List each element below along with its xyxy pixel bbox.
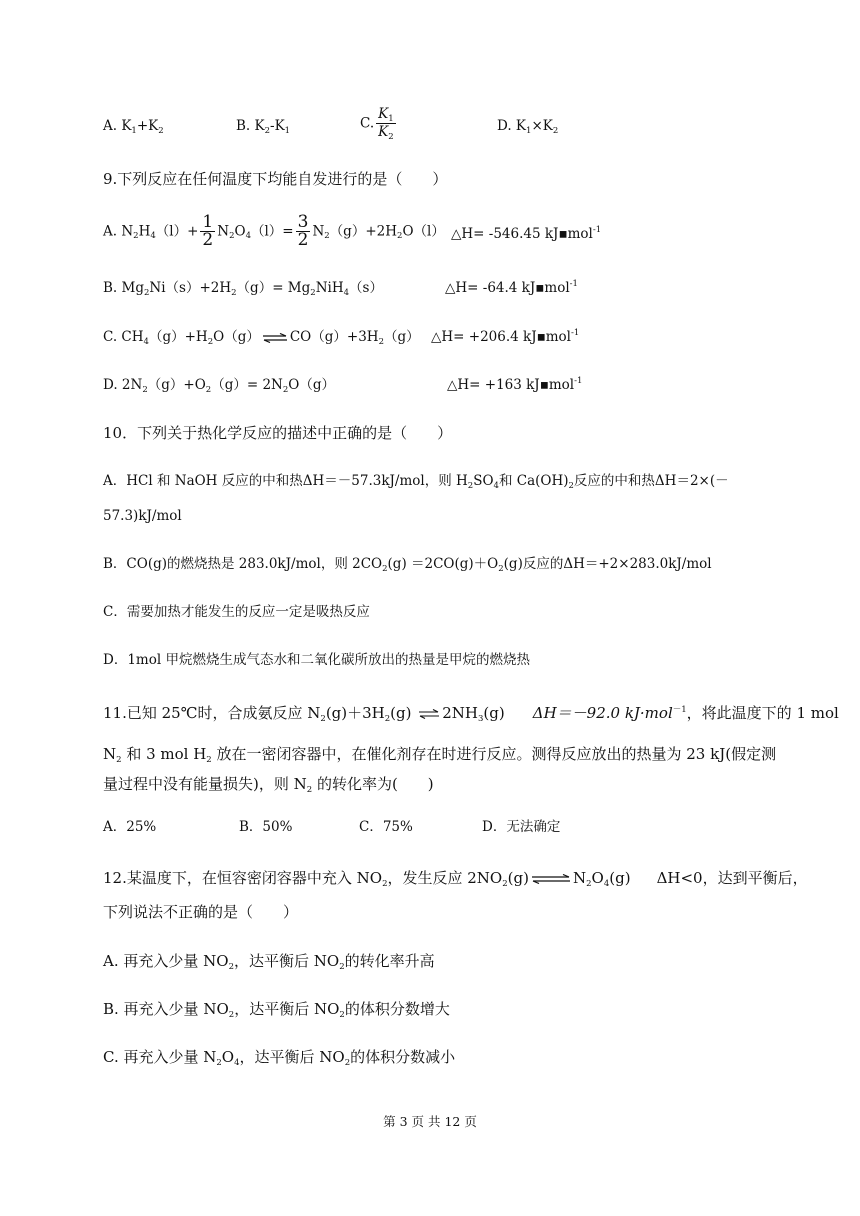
- q10-stem: 10．下列关于热化学反应的描述中正确的是（ ）: [103, 424, 453, 442]
- q11-option-c: C．75%: [359, 819, 413, 835]
- q9-d-enthalpy: △H= +163 kJ▪mol$^{-1}$: [447, 376, 583, 393]
- q12-line-2: 下列说法不正确的是（ ）: [103, 903, 299, 921]
- q10-option-a-cont: 57.3)kJ/mol: [103, 508, 182, 524]
- q10-option-c: C．需要加热才能发生的反应一定是吸热反应: [103, 604, 370, 620]
- q10-option-b: B．CO(g)的燃烧热是 283.0kJ/mol，则 $2CO_2(g) =2CO(g)+O_2(g)$反应的ΔH＝+2×283.0kJ/mol: [103, 556, 712, 574]
- page-footer: 第 3 页 共 12 页: [383, 1114, 477, 1129]
- q11-option-a: A．25%: [103, 819, 157, 835]
- q8-option-b: B. $K_2-K_1$: [236, 118, 291, 136]
- q12-line-1: 12.某温度下，在恒容密闭容器中充入 $NO_2$，发生反应 $2NO_2(g)$ $N_2O_4(g)$ ΔH<0，达到平衡后，: [103, 869, 808, 889]
- q12-option-c: C. 再充入少量 $N_2O_4$，达平衡后 $NO_2$的体积分数减小: [103, 1048, 456, 1068]
- q8-option-a: A. $K_1+K_2$: [103, 118, 164, 136]
- equilibrium-arrow-icon: [531, 874, 571, 884]
- q9-stem: 9.下列反应在任何温度下均能自发进行的是（ ）: [103, 170, 448, 188]
- q9-b-enthalpy: △H= -64.4 kJ▪mol$^{-1}$: [445, 279, 578, 296]
- fraction-k1-k2: $\frac{K_1}{K_2}$: [378, 106, 394, 142]
- q9-c-enthalpy: △H= +206.4 kJ▪mol$^{-1}$: [431, 328, 580, 345]
- q12-option-a: A. 再充入少量 $NO_2$，达平衡后 $NO_2$的转化率升高: [103, 952, 435, 972]
- q9-option-c: C. $CH_4(g)+H_2O(g)$ $CO(g)+3H_2(g)$: [103, 329, 420, 347]
- q9-a-enthalpy: △H= -546.45 kJ▪mol$^{-1}$: [451, 225, 602, 242]
- q11-option-d: D．无法确定: [482, 819, 561, 835]
- q11-option-b: B．50%: [239, 819, 293, 835]
- q9-option-b: B. $Mg_2Ni(s)+2H_2(g)= Mg_2NiH_4(s)$: [103, 280, 383, 298]
- q10-option-d: D．1mol 甲烷燃烧生成气态水和二氧化碳所放出的热量是甲烷的燃烧热: [103, 652, 530, 668]
- equilibrium-arrow-icon: [418, 709, 440, 719]
- q8-option-d: D. $K_1\times K_2$: [497, 118, 559, 136]
- q11-line-2: $N_2$ 和 3 mol $H_2$ 放在一密闭容器中，在催化剂存在时进行反应。测得反应放出的热量为 23 kJ(假定测: [103, 745, 777, 765]
- q10-option-a: A．HCl 和 NaOH 反应的中和热ΔH＝－57.3kJ/mol，则 $H_2SO_4$和 $Ca(OH)_2$反应的中和热ΔH＝2×(－: [103, 473, 729, 491]
- q11-line-1: 11.已知 25℃时，合成氨反应 $N_2(g)+3H_2(g)$ $2NH_3(g)$ ΔH＝－92.0 kJ·mol$^{-1}$，将此温度下的 1 mol: [103, 704, 839, 724]
- q12-option-b: B. 再充入少量 $NO_2$，达平衡后 $NO_2$的体积分数增大: [103, 1000, 450, 1020]
- q9-option-a: A. $N_2H_4(l)+$ $\frac{1}{2}$ $N_2O_4(l)=$ $\frac{3}{2}$ $N_2(g)+2H_2O(l)$: [103, 212, 445, 250]
- equilibrium-arrow-icon: [262, 333, 288, 343]
- q8-option-c: C. $\frac{K_1}{K_2}$: [360, 106, 394, 142]
- q11-line-3: 量过程中没有能量损失)，则 $N_2$ 的转化率为( ): [103, 775, 434, 795]
- q9-option-d: D. $2N_2(g)+O_2(g)= 2N_2O(g)$: [103, 377, 335, 395]
